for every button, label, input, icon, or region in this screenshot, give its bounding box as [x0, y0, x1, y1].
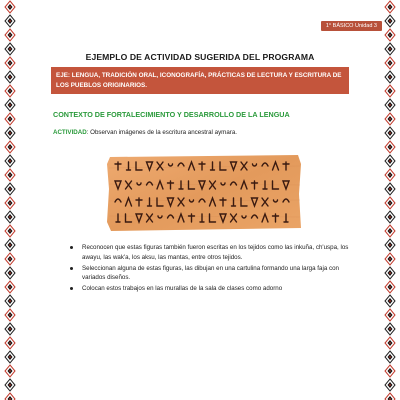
- border-motif-icon: [4, 196, 16, 210]
- border-motif-icon: [384, 350, 396, 364]
- border-motif-icon: [4, 266, 16, 280]
- border-motif-icon: [4, 350, 16, 364]
- border-motif-icon: [384, 154, 396, 168]
- border-motif-icon: [384, 322, 396, 336]
- border-motif-icon: [4, 126, 16, 140]
- border-motif-icon: [384, 98, 396, 112]
- border-motif-icon: [4, 224, 16, 238]
- border-motif-icon: [384, 224, 396, 238]
- activity-text: : Observan imágenes de la escritura ancestral aymara.: [86, 129, 237, 136]
- border-motif-icon: [384, 0, 396, 14]
- bullet-icon: [70, 267, 73, 270]
- border-motif-icon: [4, 252, 16, 266]
- border-motif-icon: [4, 336, 16, 350]
- list-item: Colocan estos trabajos en las murallas de la sala de clases como adorno: [70, 284, 350, 294]
- border-motif-icon: [4, 392, 16, 400]
- border-motif-icon: [384, 392, 396, 400]
- border-motif-icon: [4, 168, 16, 182]
- border-motif-icon: [4, 0, 16, 14]
- border-motif-icon: [384, 126, 396, 140]
- activity-line: [53, 129, 237, 136]
- border-motif-icon: [384, 84, 396, 98]
- list-item: Seleccionan alguna de estas figuras, las dibujan en una cartulina formando una larga faja con variados diseños.: [70, 264, 350, 283]
- border-motif-icon: [384, 196, 396, 210]
- border-motif-icon: [384, 112, 396, 126]
- border-motif-icon: [4, 84, 16, 98]
- context-heading: CONTEXTO DE FORTALECIMIENTO Y DESARROLLO DE LA LENGUA: [53, 110, 290, 119]
- border-motif-icon: [4, 308, 16, 322]
- activity-bullet-list: [70, 243, 350, 295]
- border-motif-icon: [384, 336, 396, 350]
- border-motif-icon: [4, 112, 16, 126]
- border-motif-icon: [4, 210, 16, 224]
- border-motif-icon: [4, 238, 16, 252]
- border-motif-icon: [384, 168, 396, 182]
- bullet-icon: [70, 246, 73, 249]
- bullet-icon: [70, 287, 73, 290]
- list-item: Reconocen que estas figuras también fueron escritas en los tejidos como las inkuña, ch'uspa, los awayu, las wak'a, los aksu, las mantas, entre otros tejidos.: [70, 243, 350, 262]
- border-motif-icon: [4, 14, 16, 28]
- border-motif-icon: [4, 280, 16, 294]
- border-motif-icon: [4, 28, 16, 42]
- border-motif-icon: [384, 266, 396, 280]
- border-motif-icon: [384, 378, 396, 392]
- border-motif-icon: [384, 28, 396, 42]
- border-motif-icon: [4, 154, 16, 168]
- border-motif-icon: [384, 182, 396, 196]
- activity-label: ACTIVIDAD: [53, 129, 87, 136]
- border-motif-icon: [384, 364, 396, 378]
- grade-unit-badge: 1° BÁSICO Unidad 3: [321, 21, 382, 31]
- eje-text: EJE: LENGUA, TRADICIÓN ORAL, ICONOGRAFÍA, PRÁCTICAS DE LECTURA Y ESCRITURA DE LOS PUEBLOS ORIGINARIOS.: [56, 72, 342, 89]
- border-motif-icon: [384, 308, 396, 322]
- page-title: EJEMPLO DE ACTIVIDAD SUGERIDA DEL PROGRAMA: [85, 52, 315, 62]
- border-motif-icon: [4, 364, 16, 378]
- border-motif-icon: [4, 98, 16, 112]
- border-motif-icon: [384, 210, 396, 224]
- border-motif-icon: [384, 140, 396, 154]
- border-motif-icon: [384, 280, 396, 294]
- eje-banner: [51, 67, 349, 94]
- border-motif-icon: [384, 238, 396, 252]
- border-motif-icon: [384, 294, 396, 308]
- border-motif-icon: [4, 140, 16, 154]
- border-motif-icon: [384, 14, 396, 28]
- border-motif-icon: [4, 294, 16, 308]
- border-motif-icon: [384, 70, 396, 84]
- border-motif-icon: [4, 182, 16, 196]
- border-motif-icon: [4, 322, 16, 336]
- border-motif-icon: [384, 252, 396, 266]
- border-motif-icon: [4, 378, 16, 392]
- border-motif-icon: [4, 70, 16, 84]
- aymara-glyph-papyrus-image: [106, 154, 302, 232]
